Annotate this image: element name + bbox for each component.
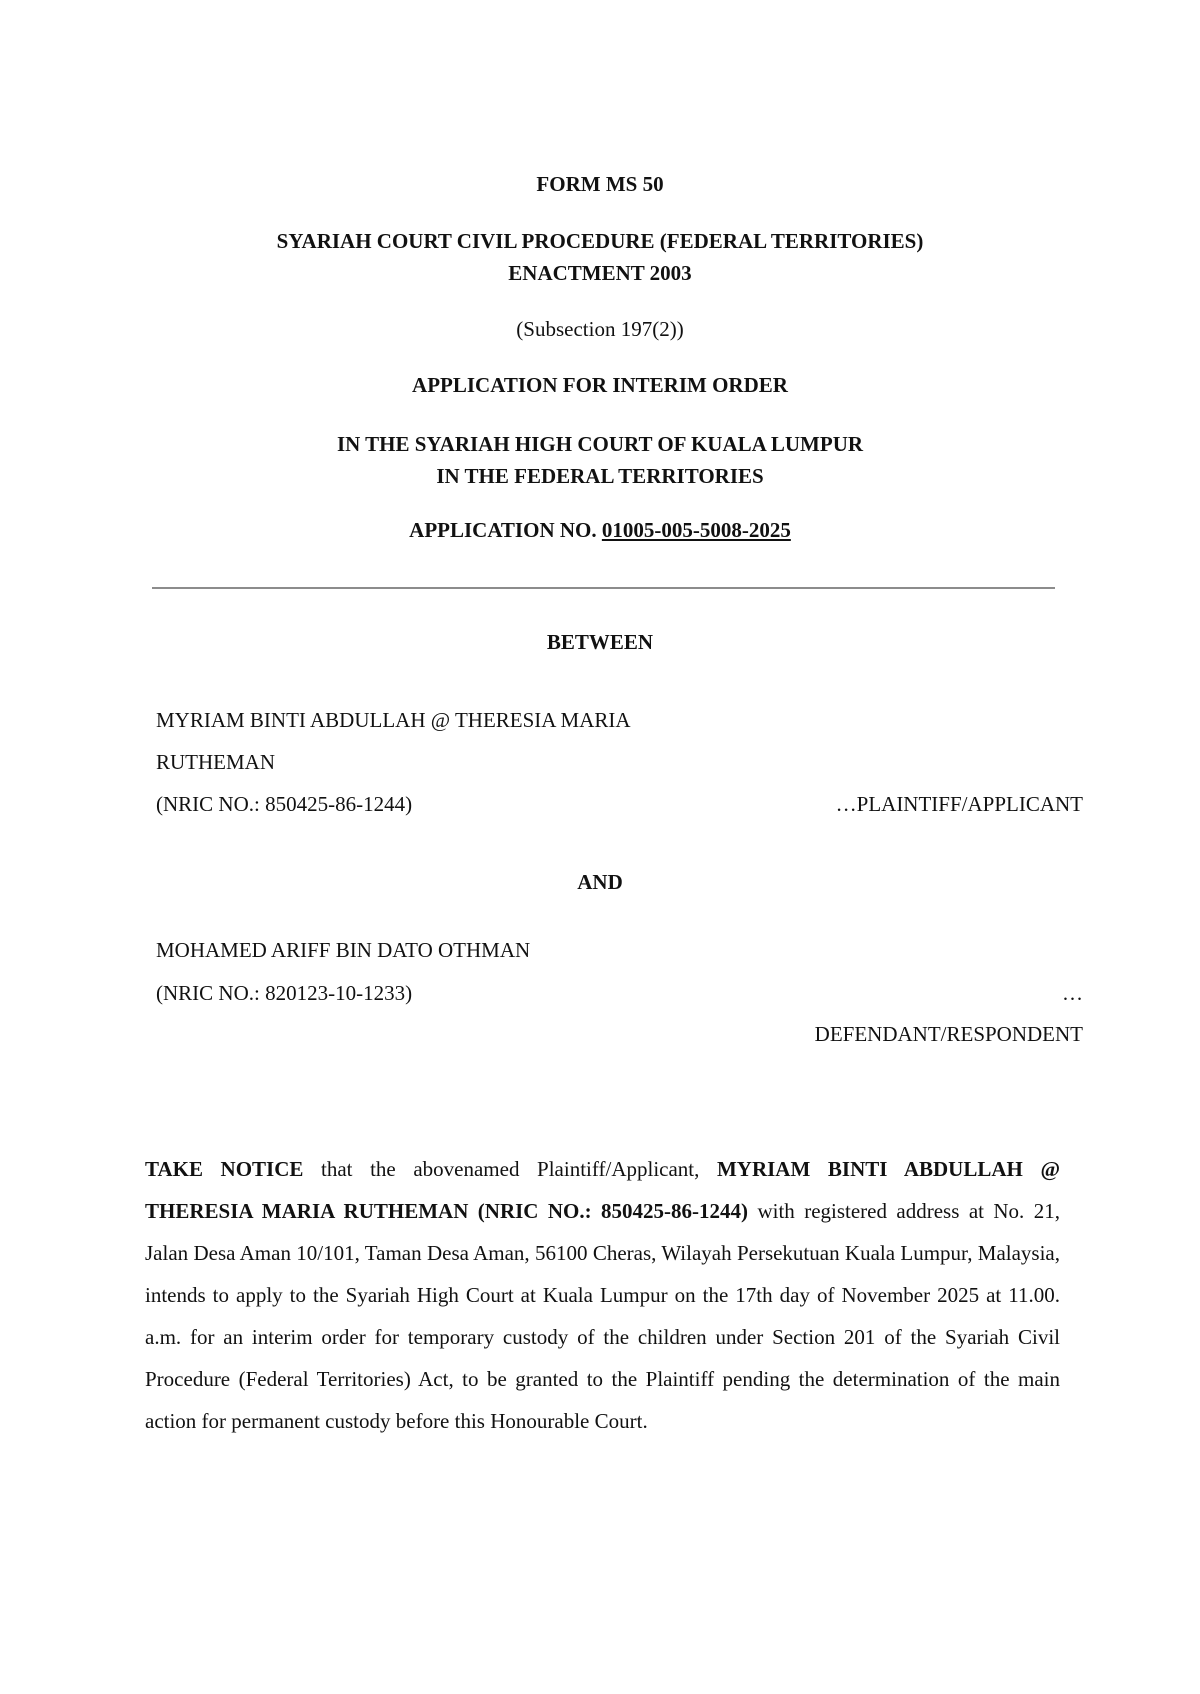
defendant-name: MOHAMED ARIFF BIN DATO OTHMAN [156,938,531,962]
notice-lead: TAKE NOTICE [145,1157,304,1181]
notice-text-2: with registered address at No. 21, Jalan Desa Aman 10/101, Taman Desa Aman, 56100 Cheras, Wilayah Persekutuan Kuala Lumpur, Malaysia, intends to apply to the Syariah High Court at Kuala Lumpur on the 17th day of November 2025 at 11.00. a.m. for an interim order for temporary custody of the children under Section 201 of the Syariah Civil Procedure (Federal Territories) Act, to be granted to the Plaintiff pending the determination of the main action for permanent custody before this Honourable Court. [145,1199,1060,1433]
plaintiff-name-line1: MYRIAM BINTI ABDULLAH @ THERESIA MARIA [156,708,631,732]
enactment-title-line2: ENACTMENT 2003 [508,261,692,285]
form-title: FORM MS 50 [536,172,664,196]
application-number-value: 01005-005-5008-2025 [601,518,791,542]
application-number-label: APPLICATION NO. [409,518,602,542]
notice-applicant: MYRIAM BINTI ABDULLAH @ THERESIA MARIA RUTHEMAN (NRIC NO.: 850425-86-1244) [145,1157,1060,1223]
court-name-line2: IN THE FEDERAL TERRITORIES [436,464,764,488]
and-heading: AND [577,870,623,894]
enactment-title-line1: SYARIAH COURT CIVIL PROCEDURE (FEDERAL TERRITORIES) [276,229,924,253]
between-heading: BETWEEN [546,630,654,654]
plaintiff-name-line2: RUTHEMAN [156,750,275,774]
application-type: APPLICATION FOR INTERIM ORDER [412,373,788,397]
defendant-nric: (NRIC NO.: 820123-10-1233) [156,981,413,1005]
notice-text-1: that the abovenamed Plaintiff/Applicant, [303,1157,717,1181]
court-name-line1: IN THE SYARIAH HIGH COURT OF KUALA LUMPUR [336,432,864,456]
horizontal-divider [152,587,1055,589]
application-number [0,514,1200,546]
defendant-role: DEFENDANT/RESPONDENT [814,1022,1083,1046]
subsection-reference: (Subsection 197(2)) [516,317,684,341]
plaintiff-role: …PLAINTIFF/APPLICANT [835,792,1083,816]
defendant-ellipsis: … [1062,981,1083,1005]
plaintiff-nric: (NRIC NO.: 850425-86-1244) [156,792,413,816]
notice-paragraph [145,1148,1060,1442]
